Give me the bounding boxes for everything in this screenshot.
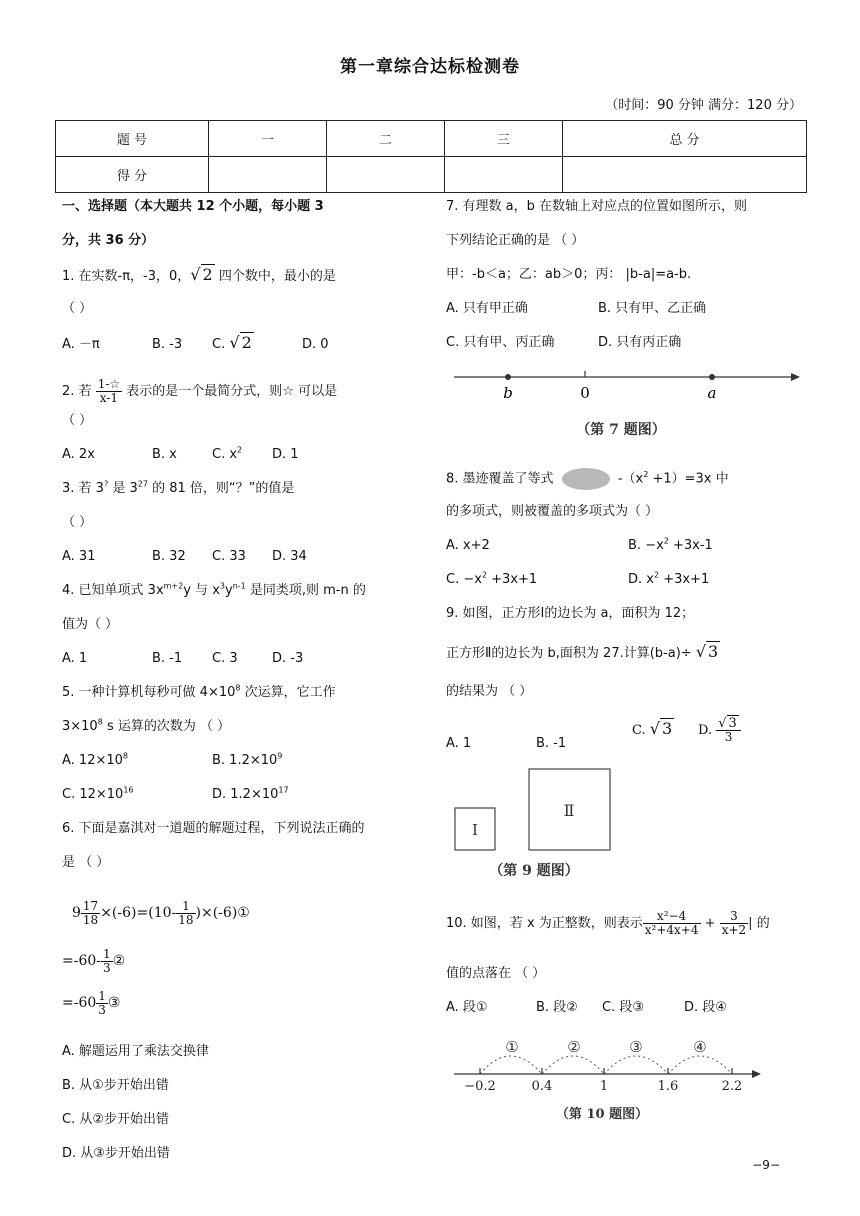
arc-3 (604, 1056, 668, 1074)
question-4: 4. 已知单项式 $3x^{m+2}y$ 与 $x^3y^{n-1}$ 是同类项,则 m-n 的 (62, 581, 366, 598)
tick-label-3: 1 (599, 1079, 609, 1094)
label-0: 0 (580, 384, 590, 402)
tick-label-4: 1.6 (657, 1079, 679, 1094)
q2-tail: 表示的是一个最简分式，则☆ 可以是 (126, 384, 338, 399)
q3-option-b[interactable]: B. 32 (152, 549, 186, 564)
q4-options (62, 649, 303, 669)
q10-option-c[interactable]: C. 段③ (602, 1000, 644, 1015)
score-header-total: 总 分 (562, 121, 806, 157)
tick-label-5: 2.2 (721, 1079, 743, 1094)
q6-option-c[interactable]: C. 从②步开始出错 (62, 1112, 169, 1127)
time-info: （时间：90 分钟 满分：120 分） (605, 98, 802, 113)
score-header-label: 题 号 (56, 121, 209, 157)
segment-label-1: ① (505, 1038, 519, 1056)
score-header-1: 一 (209, 121, 327, 157)
q7-option-a[interactable]: A. 只有甲正确 (446, 301, 528, 316)
q8-option-a[interactable]: A. x+2 (446, 538, 490, 553)
q5-options-row1 (62, 751, 282, 771)
ink-blot-icon (562, 468, 610, 490)
question-7: 7. 有理数 a，b 在数轴上对应点的位置如图所示，则 (446, 199, 748, 214)
q9-option-d[interactable]: D. $\frac{√ 3}{3}$ (698, 714, 741, 748)
q8-options-row1 (446, 536, 713, 556)
q8-line2: 的多项式，则被覆盖的多项式为（ ） (446, 504, 659, 519)
q9-caption: （第 9 题图） (489, 863, 579, 879)
q10-options (446, 998, 727, 1018)
q10-caption: （第 10 题图） (555, 1107, 649, 1122)
q7-caption: （第 7 题图） (576, 422, 666, 438)
q4-option-d[interactable]: D. -3 (272, 651, 304, 666)
q3-paren: （ ） (62, 515, 93, 530)
point-a (709, 374, 715, 380)
q7-options-row2 (446, 333, 681, 353)
q2-option-a[interactable]: A. 2x (62, 447, 95, 462)
arc-1 (480, 1056, 542, 1074)
section-heading: 一、选择题（本大题共 12 个小题，每小题 3 (62, 199, 324, 214)
q5-option-b[interactable]: B. $1.2\times 10^9$ (212, 751, 283, 768)
q7-option-b[interactable]: B. 只有甲、乙正确 (598, 301, 707, 316)
score-table-header-row (56, 121, 807, 157)
segment-label-2: ② (567, 1038, 581, 1056)
arrow-icon (791, 373, 800, 381)
q8-option-d[interactable]: D. $x^2 +3x+1$ (628, 570, 710, 587)
q10-figure (446, 1032, 766, 1128)
q9-figure (446, 760, 626, 888)
q1-option-a[interactable]: A. －π (62, 337, 100, 352)
q6-option-d[interactable]: D. 从③步开始出错 (62, 1146, 170, 1161)
q5-options-row2 (62, 785, 289, 805)
score-table (55, 120, 807, 193)
q9-option-a[interactable]: A. 1 (446, 736, 472, 751)
q4-option-c[interactable]: C. 3 (212, 651, 238, 666)
q9-options-ab (446, 734, 566, 754)
section-heading-cont: 分，共 36 分） (62, 233, 155, 248)
q4-option-b[interactable]: B. -1 (152, 651, 183, 666)
q7-line2: 下列结论正确的是 （ ） (446, 233, 585, 248)
question-2 (62, 377, 337, 407)
label-b: b (503, 384, 513, 402)
score-row-label: 得 分 (56, 157, 209, 193)
q6-step3: =-60 $\frac{1}{3}$ ③ (62, 988, 121, 1017)
q2-option-c[interactable]: C. $x^2$ (212, 445, 243, 462)
segment-label-4: ④ (693, 1038, 707, 1056)
q1-sqrt: √ 2 (190, 265, 213, 284)
q3-option-c[interactable]: C. 33 (212, 549, 246, 564)
q7-line3: 甲：-b＜a；乙：ab＞0；丙： |b-a|=a-b. (446, 267, 692, 282)
q10-option-d[interactable]: D. 段④ (684, 1000, 727, 1015)
q3-option-d[interactable]: D. 34 (272, 549, 307, 564)
q5-option-d[interactable]: D. $1.2\times 10^{17}$ (212, 785, 289, 802)
q9-line2: 正方形Ⅱ的边长为 b,面积为 27.计算(b-a)÷ √ 3 (446, 642, 719, 661)
q1-text: 1. 在实数-π，-3，0， (62, 269, 191, 284)
question-8: 8. 墨迹覆盖了等式 $-(x^2 +1)=3x$ 中 (446, 468, 729, 490)
q2-prefix: 2. 若 (62, 384, 92, 399)
q10-option-b[interactable]: B. 段② (536, 1000, 578, 1015)
tick-label-1: −0.2 (464, 1079, 496, 1094)
page-number: −9− (752, 1158, 780, 1172)
point-b (505, 374, 511, 380)
q7-figure (446, 362, 806, 442)
question-3: 3. 若 3? 是 $3^{27}$ 的 81 倍，则“？”的值是 (62, 479, 295, 496)
q7-option-d[interactable]: D. 只有丙正确 (598, 335, 682, 350)
q5-line2: $3\times 10^8$ s 运算的次数为 （ ） (62, 717, 231, 734)
score-cell-total[interactable] (562, 157, 806, 193)
arc-4 (668, 1056, 732, 1074)
score-cell-3[interactable] (444, 157, 562, 193)
q10-option-a[interactable]: A. 段① (446, 1000, 488, 1015)
score-header-3: 三 (444, 121, 562, 157)
q3-option-a[interactable]: A. 31 (62, 549, 96, 564)
question-9: 9. 如图，正方形Ⅰ的边长为 a，面积为 12； (446, 606, 695, 621)
score-header-2: 二 (326, 121, 444, 157)
square-1-label: Ⅰ (472, 821, 478, 839)
q1-option-c[interactable]: C. √ 2 (212, 333, 252, 352)
q8-option-c[interactable]: C. $-x^2 +3x+1$ (446, 570, 538, 587)
q9-options-cd (632, 712, 741, 748)
q4-option-a[interactable]: A. 1 (62, 651, 88, 666)
q1-paren: （ ） (62, 301, 93, 316)
segment-label-3: ③ (629, 1038, 643, 1056)
page-title: 第一章综合达标检测卷 (340, 57, 520, 77)
label-a: a (707, 384, 717, 402)
q4-line2: 值为（ ） (62, 617, 119, 632)
q6-line2: 是 （ ） (62, 855, 110, 870)
question-10: 10. 如图，若 x 为正整数，则表示 $\frac{\text{x²−4}}{\text{x²+4x+4}}$ + $\frac{3}{x+2}$ | 的 (446, 909, 770, 937)
q6-step1: 9 $\frac{17}{18}$ ×(-6)=(10- $\frac{1}{18}$ )×(-6)① (72, 898, 250, 927)
q3-options (62, 547, 307, 567)
square-2-label: Ⅱ (563, 801, 575, 820)
q8-options-row2 (446, 570, 709, 590)
tick-label-2: 0.4 (531, 1079, 553, 1094)
q9-line3: 的结果为 （ ） (446, 684, 533, 699)
q2-option-d[interactable]: D. 1 (272, 447, 299, 462)
q6-option-b[interactable]: B. 从①步开始出错 (62, 1078, 169, 1093)
question-5: 5. 一种计算机每秒可做 $4\times 10^8$ 次运算，它工作 (62, 683, 336, 700)
q2-options (62, 445, 299, 465)
score-cell-1[interactable] (209, 157, 327, 193)
q2-fraction: $\frac{1-☆}{x-1}$ (97, 377, 121, 405)
q10-line2: 值的点落在 （ ） (446, 966, 546, 981)
arc-2 (542, 1056, 604, 1074)
q1-option-b[interactable]: B. -3 (152, 337, 183, 352)
q1-tail: 四个数中，最小的是 (214, 269, 336, 284)
q5-option-a[interactable]: A. $12\times 10^8$ (62, 751, 128, 768)
q2-paren: （ ） (62, 413, 93, 428)
q9-option-b[interactable]: B. -1 (536, 736, 567, 751)
question-1 (62, 265, 336, 287)
q6-step2: =-60- $\frac{1}{3}$ ② (62, 946, 126, 975)
question-6: 6. 下面是嘉淇对一道题的解题过程，下列说法正确的 (62, 821, 365, 836)
q2-option-b[interactable]: B. x (152, 447, 177, 462)
segment-arcs (480, 1056, 732, 1074)
q1-options (62, 333, 329, 355)
q5-option-c[interactable]: C. $12\times 10^{16}$ (62, 785, 134, 802)
score-cell-2[interactable] (326, 157, 444, 193)
q9-option-c[interactable]: C. √ 3 (632, 719, 673, 738)
q7-options-row1 (446, 299, 706, 319)
arrow-icon (752, 1070, 761, 1078)
q7-option-c[interactable]: C. 只有甲、丙正确 (446, 335, 555, 350)
q6-option-a[interactable]: A. 解题运用了乘法交换律 (62, 1044, 209, 1059)
score-table-score-row (56, 157, 807, 193)
q8-option-b[interactable]: B. $-x^2 +3x-1$ (628, 536, 713, 553)
q1-option-d[interactable]: D. 0 (302, 337, 329, 352)
